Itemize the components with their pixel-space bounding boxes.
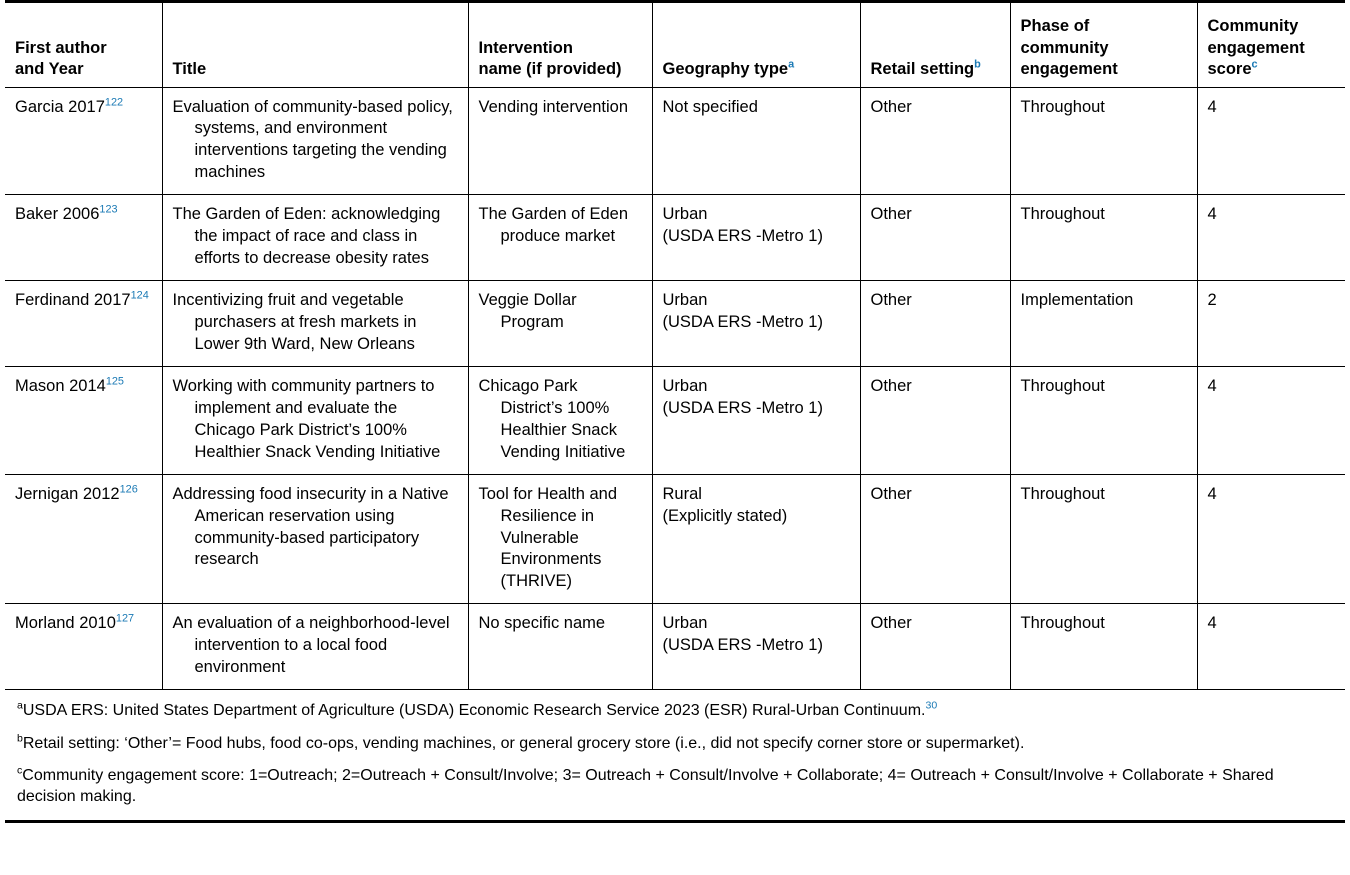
header-line-1: Geography type [662, 60, 789, 79]
phase-value: Throughout [1020, 614, 1105, 633]
phase-value: Implementation [1020, 291, 1134, 310]
engagement-score-value: 4 [1207, 205, 1217, 224]
cell-community-engagement-score [1197, 195, 1345, 281]
header-line-1: Community [1207, 17, 1299, 36]
geography-type-source: (USDA ERS -Metro 1) [662, 636, 823, 655]
header-row [5, 3, 1345, 87]
table-row [5, 474, 1345, 604]
geography-type-value: Not specified [662, 97, 758, 116]
reference-superscript[interactable]: 125 [105, 375, 124, 388]
reference-superscript[interactable]: 127 [115, 612, 135, 625]
cell-retail-setting [860, 87, 1010, 195]
retail-setting-value: Other [870, 376, 912, 395]
column-header-geography-type [652, 3, 860, 87]
phase-value: Throughout [1020, 205, 1105, 224]
cell-phase-of-community-engagement [1010, 474, 1197, 604]
header-line-1: Phase of [1020, 17, 1090, 36]
footnote-marker: c [17, 764, 23, 777]
table-footnotes [5, 690, 1345, 820]
footnote-b [17, 733, 1333, 754]
author-year-text: Baker 2006$^{123}$ [15, 203, 118, 224]
column-header-first-author-year [5, 3, 162, 87]
retail-setting-value: Other [870, 614, 912, 633]
cell-phase-of-community-engagement [1010, 281, 1197, 367]
header-line-2: name (if provided) [478, 60, 622, 79]
retail-setting-value: Other [870, 484, 912, 503]
header-line-2: community [1020, 38, 1109, 57]
geography-type-value: Urban [662, 614, 708, 633]
cell-title [162, 87, 468, 195]
author-year-text: Jernigan 2012$^{126}$ [15, 483, 138, 503]
reference-superscript[interactable]: 122 [104, 96, 124, 108]
cell-intervention-name [468, 474, 652, 604]
cell-intervention-name [468, 604, 652, 690]
geography-type-value: Urban [662, 205, 708, 224]
geography-type-source: (Explicitly stated) [662, 506, 788, 525]
author-year-text: Morland 2010$^{127}$ [15, 612, 135, 633]
cell-geography-type [652, 474, 860, 604]
cell-title [162, 474, 468, 604]
cell-geography-type [652, 366, 860, 474]
footnote-text: Community engagement score: 1=Outreach; 2=Outreach + Consult/Involve; 3= Outreach + Consult/Involve + Collaborate; 4= Outreach + Consult/Involve + Collaborate + Shared decision making. [17, 767, 1274, 806]
cell-community-engagement-score [1197, 281, 1345, 367]
column-header-community-engagement-score [1197, 3, 1345, 87]
author-year-text: Ferdinand 2017$^{124}$ [15, 289, 149, 310]
footnote-text: USDA ERS: United States Department of Agriculture (USDA) Economic Research Service 2023 (ESR) Rural-Urban Continuum. [22, 702, 926, 720]
header-line-2: and Year [15, 60, 84, 79]
cell-intervention-name [468, 366, 652, 474]
intervention-name-text: The Garden of Eden produce market [478, 205, 629, 246]
intervention-name-text: Veggie Dollar Program [478, 291, 577, 331]
table-body [5, 87, 1345, 690]
footnote-text: Retail setting: ‘Other’= Food hubs, food co-ops, vending machines, or general grocery store (i.e., did not specify corner store or supermarket). [22, 734, 1025, 752]
engagement-score-value: 4 [1207, 614, 1217, 633]
reference-superscript[interactable]: 126 [119, 483, 138, 496]
geography-type-value: Urban [662, 291, 708, 310]
engagement-score-value: 4 [1207, 97, 1217, 116]
geography-type-source: (USDA ERS -Metro 1) [662, 227, 823, 246]
geography-type-source: (USDA ERS -Metro 1) [662, 398, 823, 417]
cell-title [162, 366, 468, 474]
cell-phase-of-community-engagement [1010, 195, 1197, 281]
cell-phase-of-community-engagement [1010, 366, 1197, 474]
cell-intervention-name [468, 195, 652, 281]
title-text: An evaluation of a neighborhood-level intervention to a local food environment [172, 614, 450, 677]
table-row [5, 281, 1345, 367]
cell-community-engagement-score [1197, 87, 1345, 195]
cell-retail-setting [860, 474, 1010, 604]
footnote-marker-c: c [1251, 58, 1258, 71]
engagement-score-value: 4 [1207, 484, 1217, 503]
cell-phase-of-community-engagement [1010, 87, 1197, 195]
footnote-a [17, 700, 1333, 721]
reference-superscript[interactable]: 123 [99, 203, 118, 216]
intervention-name-text: No specific name [478, 614, 606, 633]
engagement-score-value: 4 [1207, 376, 1217, 395]
reference-superscript[interactable]: 124 [130, 289, 149, 302]
retail-setting-value: Other [870, 205, 912, 224]
intervention-name-text: Chicago Park District’s 100% Healthier Snack Vending Initiative [478, 376, 626, 461]
title-text: The Garden of Eden: acknowledging the impact of race and class in efforts to decrease obesity rates [172, 205, 441, 268]
cell-first-author-year [5, 366, 162, 474]
cell-intervention-name [468, 281, 652, 367]
header-line-1: Intervention [478, 38, 573, 57]
table-row [5, 366, 1345, 474]
column-header-retail-setting [860, 3, 1010, 87]
cell-first-author-year [5, 474, 162, 604]
cell-community-engagement-score [1197, 474, 1345, 604]
title-text: Working with community partners to implement and evaluate the Chicago Park District’s 100% Healthier Snack Vending Initiative [172, 376, 441, 461]
cell-geography-type [652, 87, 860, 195]
footnote-marker-a: a [788, 58, 795, 71]
column-header-title [162, 3, 468, 87]
cell-intervention-name [468, 87, 652, 195]
cell-title [162, 604, 468, 690]
phase-value: Throughout [1020, 97, 1105, 116]
cell-community-engagement-score [1197, 366, 1345, 474]
header-line-3: score [1207, 60, 1252, 79]
table-row [5, 195, 1345, 281]
header-line-1: First author [15, 38, 107, 57]
cell-retail-setting [860, 604, 1010, 690]
author-year-text: Garcia 2017$^{122}$ [15, 96, 124, 116]
cell-title [162, 281, 468, 367]
cell-community-engagement-score [1197, 604, 1345, 690]
table-header [5, 3, 1345, 87]
cell-geography-type [652, 195, 860, 281]
footnote-marker: a [17, 699, 23, 712]
title-text: Evaluation of community-based policy, systems, and environment interventions targeting the vending machines [172, 97, 453, 182]
retail-setting-value: Other [870, 291, 912, 310]
geography-type-source: (USDA ERS -Metro 1) [662, 313, 823, 331]
geography-type-value: Rural [662, 484, 702, 503]
header-line-1: Title [172, 60, 207, 79]
column-header-intervention-name [468, 3, 652, 87]
cell-first-author-year [5, 87, 162, 195]
table-row [5, 87, 1345, 195]
geography-type-value: Urban [662, 376, 708, 395]
cell-geography-type [652, 604, 860, 690]
footnote-marker-b: b [974, 58, 981, 71]
column-header-phase-of-community-engagement [1010, 3, 1197, 87]
study-characteristics-table [5, 0, 1345, 823]
cell-retail-setting [860, 366, 1010, 474]
data-table [5, 3, 1345, 690]
phase-value: Throughout [1020, 376, 1105, 395]
cell-first-author-year [5, 281, 162, 367]
cell-phase-of-community-engagement [1010, 604, 1197, 690]
cell-title [162, 195, 468, 281]
phase-value: Throughout [1020, 484, 1105, 503]
cell-retail-setting [860, 195, 1010, 281]
intervention-name-text: Vending intervention [478, 97, 629, 116]
header-line-3: engagement [1020, 60, 1118, 79]
intervention-name-text: Tool for Health and Resilience in Vulnerable Environments (THRIVE) [478, 484, 618, 591]
table-row [5, 604, 1345, 690]
cell-retail-setting [860, 281, 1010, 367]
cell-first-author-year [5, 604, 162, 690]
cell-first-author-year [5, 195, 162, 281]
footnote-reference-superscript[interactable]: 30 [925, 699, 938, 712]
header-line-2: engagement [1207, 38, 1305, 57]
footnote-c [17, 765, 1333, 808]
cell-geography-type [652, 281, 860, 367]
title-text: Incentivizing fruit and vegetable purchasers at fresh markets in Lower 9th Ward, New Orleans [172, 291, 417, 353]
retail-setting-value: Other [870, 97, 912, 116]
header-line-1: Retail setting [870, 60, 975, 79]
footnote-marker: b [17, 732, 23, 745]
engagement-score-value: 2 [1207, 291, 1217, 310]
author-year-text: Mason 2014$^{125}$ [15, 375, 124, 395]
title-text: Addressing food insecurity in a Native American reservation using community-based participatory research [172, 484, 449, 569]
